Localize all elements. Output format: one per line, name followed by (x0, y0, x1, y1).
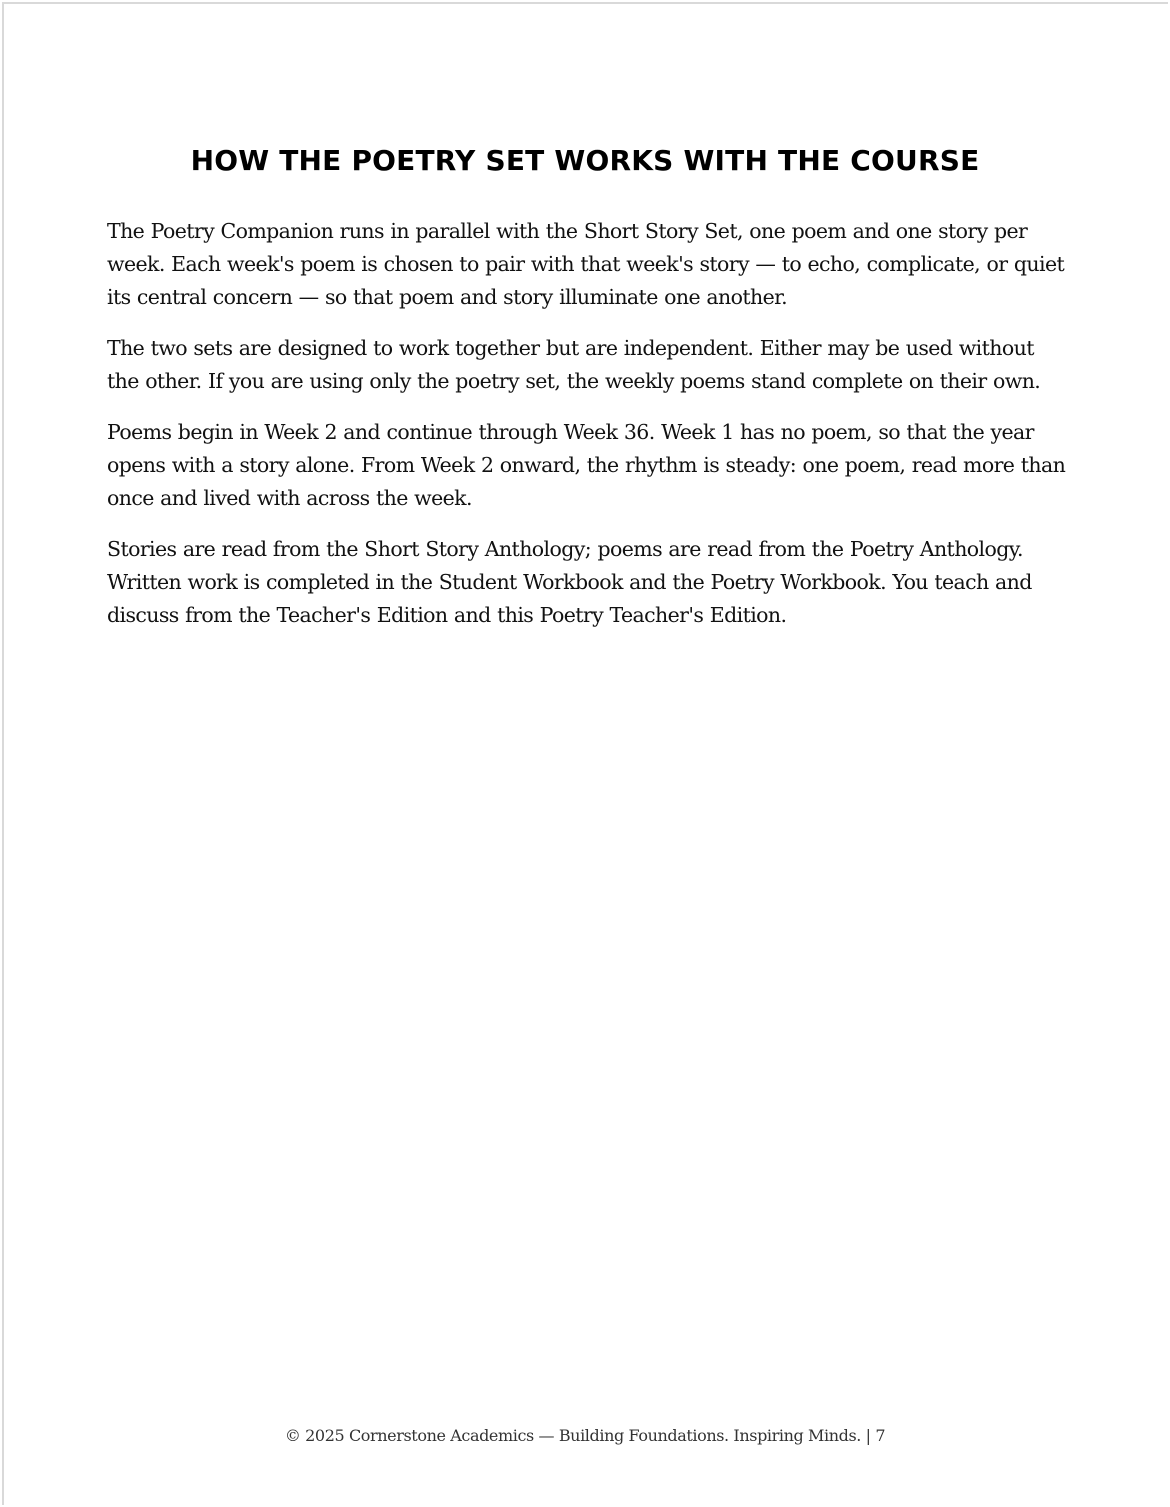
page-footer (0, 1426, 1170, 1445)
body-text (107, 215, 1072, 650)
footer-text: © 2025 Cornerstone Academics — Building Foundations. Inspiring Minds. (284, 1426, 861, 1445)
paragraph-2: The two sets are designed to work together but are independent. Either may be used without the other. If you are using only the poetry set, the weekly poems stand complete on their own. (107, 336, 1041, 393)
page-number: 7 (875, 1426, 886, 1445)
paragraph-1: The Poetry Companion runs in parallel with the Short Story Set, one poem and one story per week. Each week's poem is chosen to pair with that week's story — to echo, complicate, or quiet its central concern — so that poem and story illuminate one another. (107, 219, 1065, 309)
footer-separator: | (865, 1426, 871, 1445)
page-title: HOW THE POETRY SET WORKS WITH THE COURSE (190, 144, 980, 177)
paragraph-4: Stories are read from the Short Story Anthology; poems are read from the Poetry Anthology. Written work is completed in the Student Workbook and the Poetry Workbook. You teach and discuss from the Teacher's Edition and this Poetry Teacher's Edition. (107, 537, 1032, 627)
paragraph-3: Poems begin in Week 2 and continue through Week 36. Week 1 has no poem, so that the year opens with a story alone. From Week 2 onward, the rhythm is steady: one poem, read more than once and lived with across the week. (107, 420, 1066, 510)
